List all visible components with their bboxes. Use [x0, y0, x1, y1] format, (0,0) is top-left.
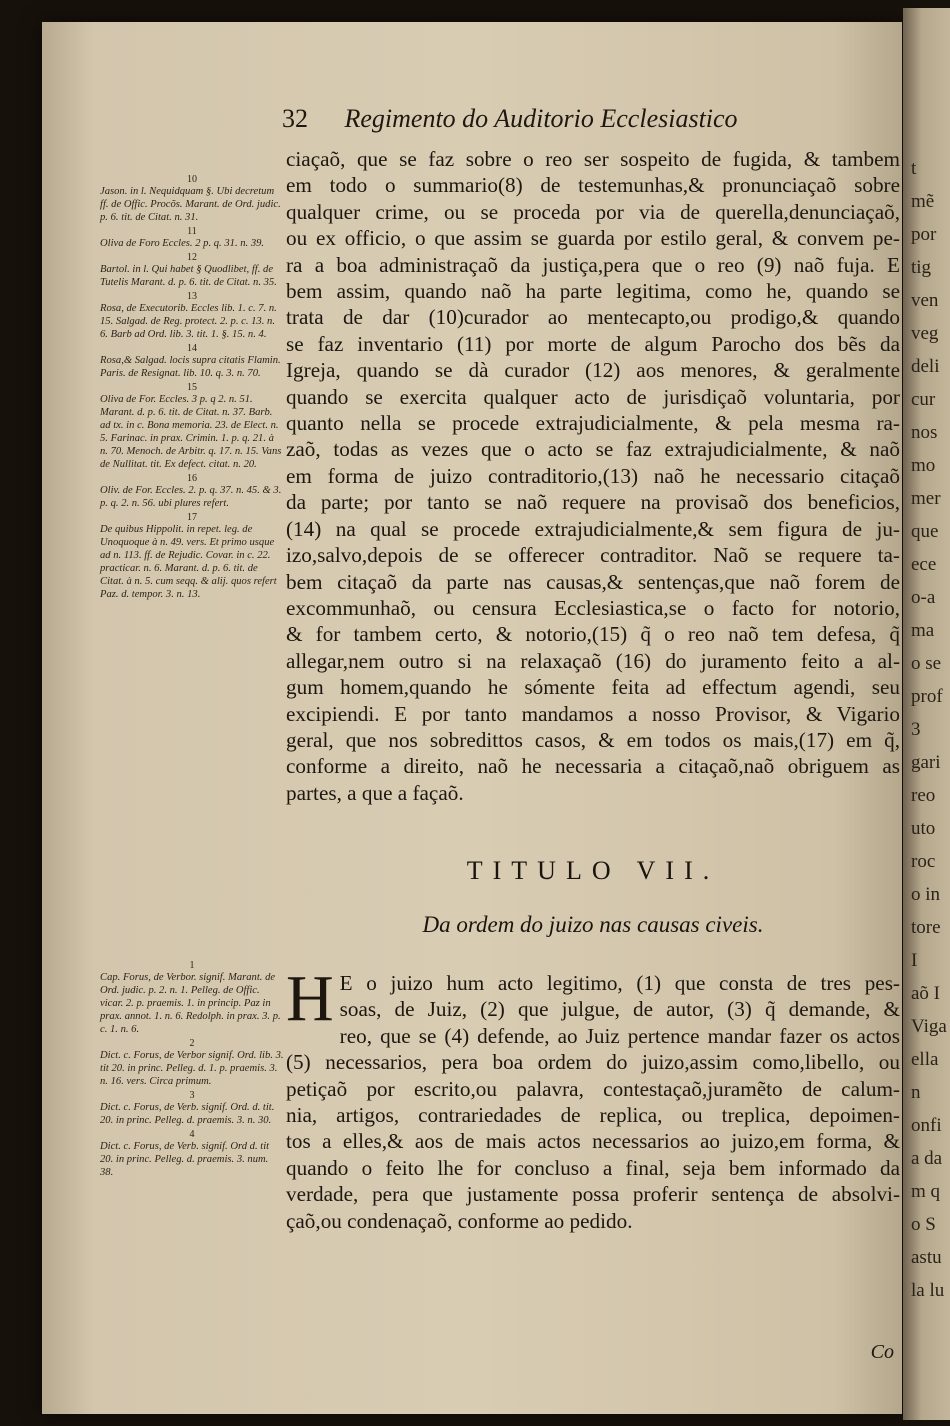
next-page-fragment: o in [911, 884, 941, 905]
margin-note-text: Oliv. de For. Eccles. 2. p. q. 37. n. 45. & 3. p. q. 2. n. 56. ubi plures refert. [100, 485, 282, 509]
next-page-fragment: a da [911, 1148, 943, 1169]
text-line: quando se exercita qualquer acto de jurisdiçaõ voluntaria, por [286, 384, 900, 409]
text-line: verdade, pera que justamente possa proferir sentença de absolvi- [286, 1182, 900, 1207]
next-page-fragment: veg [911, 323, 939, 344]
section-title: TITULO VII. [466, 856, 720, 885]
text-line: gum homem,quando he sómente feita ad effectum agendi, seu [286, 675, 900, 700]
next-page-fragment: 3 [911, 719, 921, 740]
text-line: trata de dar (10)curador ao mentecapto,ou prodigo,& quando [286, 305, 900, 330]
next-page-fragment: o-a [911, 587, 936, 608]
text-line: & for tambem certo, & notorio,(15) q̃ o reo naõ tem defesa, q̃ [286, 622, 900, 647]
text-line: zaõ, todas as vezes que o acto se faz extrajudicialmente, & naõ [286, 437, 900, 462]
text-line: izo,salvo,depois de se offerecer contraditor. Naõ se requere ta- [286, 543, 900, 568]
next-page-fragment: n [911, 1082, 921, 1103]
margin-note [100, 1038, 284, 1088]
next-page-fragment: que [911, 521, 939, 542]
text-line: quando o feito lhe for concluso a final, seja bem informado da [286, 1155, 900, 1180]
text-line: ciaçaõ, que se faz sobre o reo ser sospeito de fugida, & tambem [286, 147, 900, 171]
running-title: Regimento do Auditorio Ecclesiastico [344, 104, 738, 133]
section-subtitle: Da ordem do juizo nas causas civeis. [422, 912, 764, 937]
next-page-fragment: ella [911, 1049, 939, 1070]
text-line: em todo o summario(8) de testemunhas,& pronunciaçaõ sobre [286, 173, 900, 198]
margin-note-text: Bartol. in l. Qui habet § Quodlibet, ff. de Tutelis Marant. d. p. 6. tit. de Citat. n. 35. [100, 264, 277, 288]
margin-note [100, 252, 284, 289]
next-page-fragment: reo [911, 785, 936, 806]
margin-note-text: Cap. Forus, de Verbor. signif. Marant. de Ord. judic. p. 2. n. 1. Pelleg. de Offic. vicar. 2. p. praemis. 1. in princip. Paz in prax. annot. 1. n. 6. Redolph. in prax. 3. p. c. 1. n. 6. [100, 972, 281, 1035]
drop-cap-letter: H [286, 962, 334, 1035]
next-page-fragment: roc [911, 851, 936, 872]
text-line: allegar,nem outro si na relaxaçaõ (16) do juramento feito a al- [286, 648, 900, 673]
text-line: ou ex officio, o que assim se guarda por estilo geral, & convem pe- [286, 226, 900, 251]
next-page-fragment: deli [911, 356, 940, 377]
next-page-fragment: o se [911, 653, 942, 674]
margin-notes-upper [100, 174, 284, 603]
margin-note [100, 226, 284, 250]
page-number: 32 [282, 104, 308, 133]
margin-note [100, 382, 284, 471]
text-line: reo, que se (4) defende, ao Juiz pertence mandar fazer os actos [339, 1023, 900, 1048]
next-page-fragment: gari [911, 752, 941, 773]
next-page-fragment: astu [911, 1247, 942, 1268]
text-line: nia, artigos, contrariedades de replica, ou treplica, depoimen- [286, 1103, 900, 1128]
margin-note [100, 291, 284, 341]
text-line: se faz inventario (11) por morte de algum Parocho dos bẽs da [286, 331, 900, 356]
next-page-fragment: tore [911, 917, 941, 938]
text-line: E o juizo hum acto legitimo, (1) que consta de tres pes- [339, 971, 900, 995]
text-line: (14) na qual se procede extrajudicialmente,& sem figura de ju- [286, 516, 900, 541]
margin-note-number: 17 [187, 512, 197, 523]
next-page-fragment: cur [911, 389, 936, 410]
next-page-fragment: mer [911, 488, 941, 509]
margin-note-text: Dict. c. Forus, de Verbor signif. Ord. lib. 3. tit 20. in princ. Pelleg. d. 1. p. praemis. 3. n. 16. vers. Circa primum. [100, 1050, 284, 1087]
text-line: excipiendi. E por tanto mandamos a nosso Provisor, & Vigario [286, 701, 900, 726]
margin-note-text: Rosa,& Salgad. locis supra citatis Flamin. Paris. de Resignat. lib. 10. q. 3. n. 70. [100, 355, 281, 379]
next-page-fragment: o S [911, 1214, 936, 1235]
next-page-fragment: mẽ [911, 191, 935, 212]
next-page-fragment: tig [911, 257, 932, 278]
text-line: tos a elles,& aos de mais actos necessarios ao juizo,em forma, & [286, 1129, 900, 1154]
margin-note-number: 3 [189, 1090, 195, 1101]
margin-note-number: 15 [187, 382, 197, 393]
book-page-right-edge [903, 8, 950, 1420]
text-line: da parte; por tanto se naõ requere na provisaõ dos beneficios, [286, 490, 900, 515]
margin-note-number: 2 [189, 1038, 195, 1049]
margin-note-number: 13 [187, 291, 197, 302]
text-line: excommunhaõ, ou censura Ecclesiastica,se o facto for notorio, [286, 595, 900, 620]
margin-note-number: 16 [187, 473, 197, 484]
margin-note-number: 1 [189, 960, 195, 971]
next-page-fragment: la lu [911, 1280, 945, 1301]
margin-note-text: De quibus Hippolit. in repet. leg. de Unoquoque à n. 49. vers. Et primo usque ad n. 113. ff. de Rejudic. Covar. in c. 22. practicar. n. 6. Marant. d. p. 6. tit. de Citat. à n. 5. cum seqq. & alij. quos refert Paz. d. tempor. 3. n. 13. [100, 524, 277, 600]
margin-note [100, 960, 284, 1036]
next-page-fragment: mo [911, 455, 936, 476]
margin-note-number: 4 [189, 1129, 195, 1140]
text-line: conforme a direito, naõ he necessaria a citaçaõ,naõ obriguem as [286, 754, 900, 779]
next-page-fragment: aõ I [911, 983, 941, 1004]
text-line: partes, a que a façaõ. [286, 780, 464, 805]
text-line: bem citaçaõ da parte nas causas,& sentenças,que naõ forem de [286, 569, 900, 594]
text-line: bem assim, quando naõ ha parte legitima, como he, quando se [286, 279, 900, 304]
next-page-fragment: Viga [911, 1016, 947, 1037]
margin-note-text: Dict. c. Forus, de Verb. signif. Ord d. tit 20. in princ. Pelleg. d. praemis. 3. num. 38. [100, 1141, 270, 1178]
text-line: petiçaõ por escrito,ou palavra, contestaçaõ,juramẽto de calum- [286, 1076, 900, 1101]
next-page-fragment: ma [911, 620, 935, 641]
next-page-fragment: m q [911, 1181, 941, 1202]
margin-note-text: Oliva de For. Eccles. 3 p. q 2. n. 51. Marant. d. p. 6. tit. de Citat. n. 37. Barb. ad tx. in c. Bona memoria. 23. de Elect. n. 5. Farinac. in prax. Crimin. 1. p. q. 21. à n. 70. Menoch. de Arbitr. q. 17. n. 15. Vans de Nullitat. tit. Ex defect. citat. n. 20. [100, 394, 282, 470]
margin-note [100, 174, 284, 224]
margin-note [100, 512, 284, 601]
margin-note-number: 14 [187, 343, 197, 354]
next-page-fragment: prof [911, 686, 943, 707]
text-line: ra a boa administraçaõ da justiça,pera que o reo (9) naõ fuja. E [286, 252, 900, 277]
margin-note [100, 343, 284, 380]
margin-note [100, 473, 284, 510]
margin-note-number: 10 [187, 174, 197, 185]
main-text-block [286, 146, 900, 806]
next-page-fragment: uto [911, 818, 936, 839]
margin-notes-lower [100, 960, 284, 1181]
margin-note-text: Dict. c. Forus, de Verb. signif. Ord. d. tit. 20. in princ. Pelleg. d. praemis. 3. n. 30. [100, 1102, 275, 1126]
margin-note-text: Jason. in l. Nequidquam §. Ubi decretum ff. de Offic. Procõs. Marant. de Ord. judic. p. 6. tit. de Citat. n. 31. [100, 186, 281, 223]
margin-note [100, 1129, 284, 1179]
next-page-fragment: I [911, 950, 918, 971]
next-page-fragment: onfi [911, 1115, 942, 1136]
text-line: Igreja, quando se dà curador (12) aos menores, & geralmente [286, 358, 900, 383]
margin-note-text: Rosa, de Executorib. Eccles lib. 1. c. 7. n. 15. Salgad. de Reg. protect. 2. p. c. 13. n. 6. Barb ad Ord. lib. 3. tit. 1. §. 15. n. 4. [100, 303, 277, 340]
next-page-fragment: por [911, 224, 937, 245]
margin-note-number: 11 [187, 226, 197, 237]
text-line: qualquer crime, ou se proceda por via de querella,denunciaçaõ, [286, 199, 900, 224]
next-page-fragment: t [911, 158, 917, 179]
next-page-fragment: nos [911, 422, 938, 443]
margin-note [100, 1090, 284, 1127]
text-line: em forma de juizo contraditorio,(13) naõ he necessario citaçaõ [286, 463, 900, 488]
next-page-fragment: ven [911, 290, 939, 311]
text-line: soas, de Juiz, (2) que julgue, de autor, (3) q̃ demande, & [339, 997, 900, 1022]
text-line: geral, que nos sobredittos casos, & em todos os mais,(17) em q̃, [286, 727, 900, 752]
running-header [282, 104, 738, 134]
text-line: quanto nella se procede extrajudicialmente, & pela mesma ra- [286, 411, 900, 436]
catchword: Co [870, 1341, 894, 1363]
section-text-block [286, 962, 900, 1234]
book-page-left [42, 22, 902, 1414]
next-page-fragment: ece [911, 554, 937, 575]
text-line: çaõ,ou condenaçaõ, conforme ao pedido. [286, 1208, 633, 1233]
margin-note-text: Oliva de Foro Eccles. 2 p. q. 31. n. 39. [100, 238, 265, 249]
text-line: (5) necessarios, pera boa ordem do juizo,assim como,libello, ou [286, 1050, 900, 1075]
margin-note-number: 12 [187, 252, 197, 263]
